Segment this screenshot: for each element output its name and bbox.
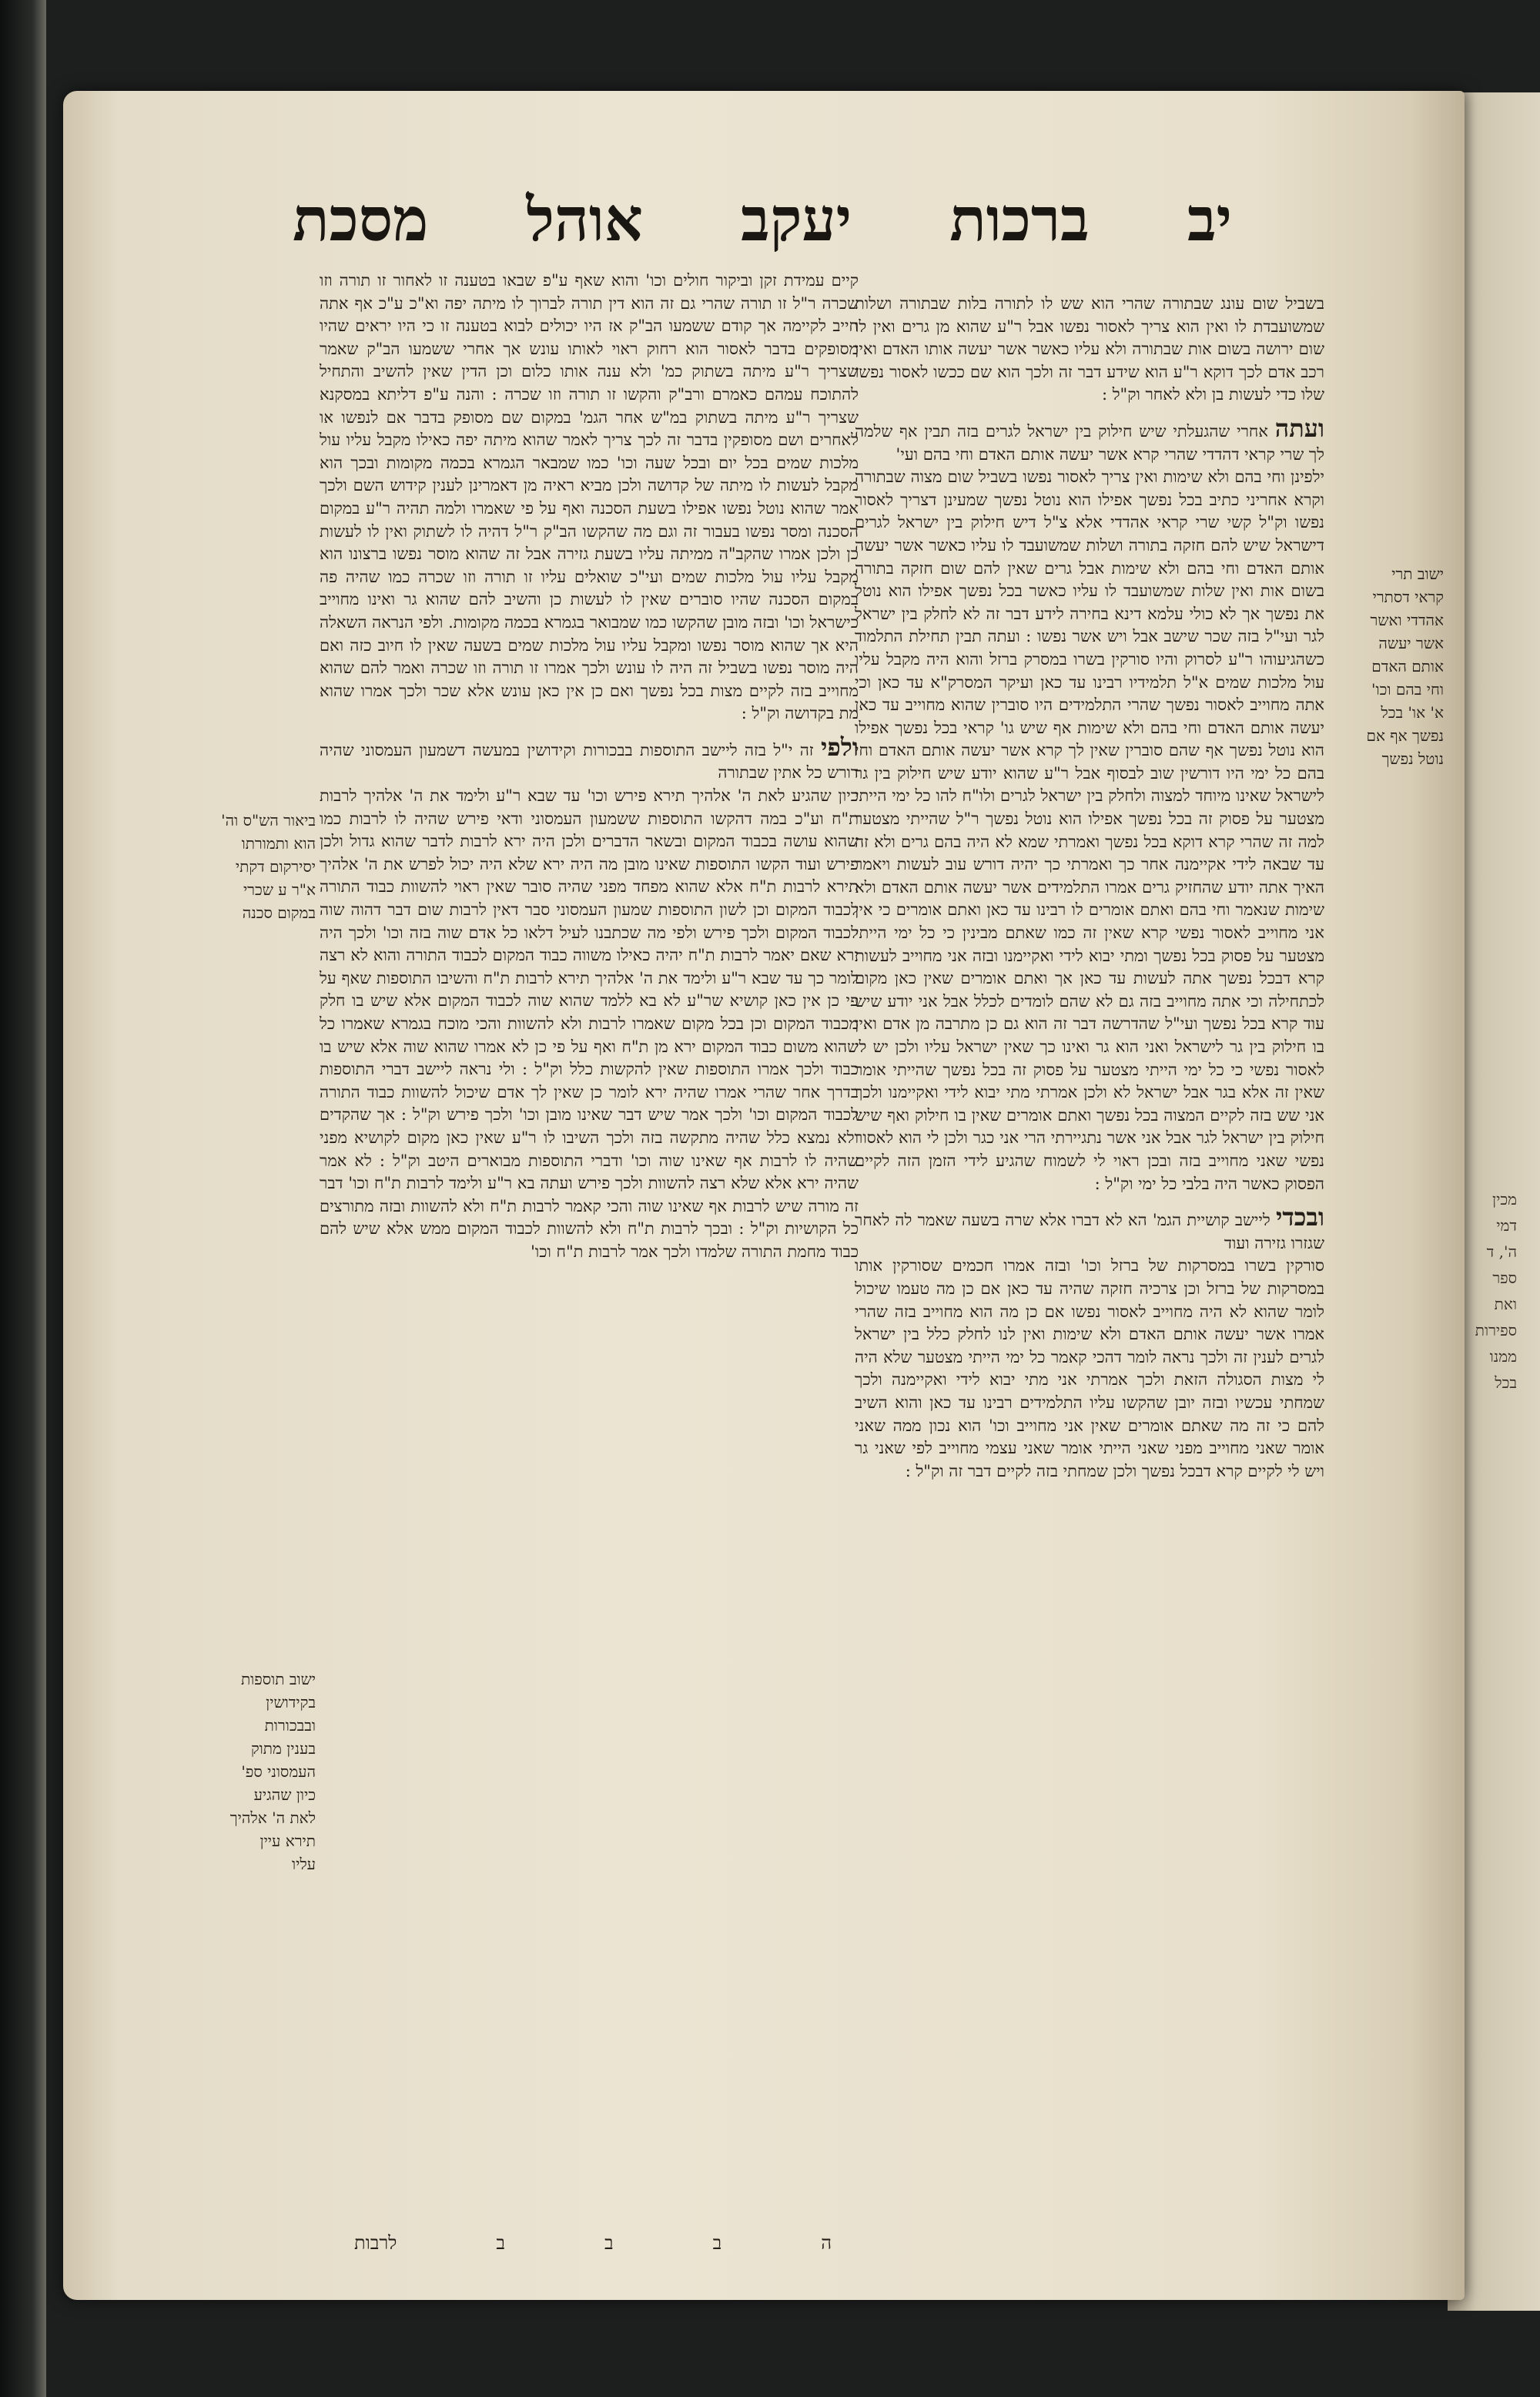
signature-mark: ב bbox=[496, 2231, 505, 2254]
facing-page-line: בכל bbox=[1495, 1373, 1517, 1392]
facing-page-line: ספירות bbox=[1475, 1321, 1517, 1339]
page-header bbox=[293, 177, 1232, 262]
margin-note-line: א"ר ע שכרי bbox=[243, 880, 316, 899]
header-word-ohel: אוהל bbox=[526, 184, 643, 255]
header-word-tractate: מסכת bbox=[293, 184, 429, 255]
right-column bbox=[855, 293, 1324, 2126]
right-heading2-word: ובכדי bbox=[1275, 1202, 1324, 1232]
facing-page-line: מכין bbox=[1492, 1190, 1517, 1209]
margin-note-line: הוא ותמורתו bbox=[241, 834, 316, 853]
signature-mark: ה bbox=[821, 2231, 832, 2254]
page-footer bbox=[354, 2228, 832, 2258]
facing-page-line: ואת bbox=[1494, 1295, 1517, 1313]
right-column-body2: סורקין בשרו במסרקות של ברזל וכו' ובזה אמרו חכמים שסורקין אותו במסרקות של ברזל וכן צרכיה חזקה שהיה עד כאן אם כן מה טעמו שיכול לומר שהוא לא היה מחוייב לאסור נפשו אם כן מה הוא מחוייב בזה שהרי אמרו אשר יעשה אותם האדם ולא שימות ואין לנו לחלק כלל בין ישראל לגרים לענין זה ולכך נראה לומר דהכי קאמר כל ימי הייתי מצטער שלא היה לי מצות הסגולה הזאת ולכך אמרתי אני מתי יבוא לידי ואקיימנה ולכך שמחתי עכשיו ובזה יובן שהקשו עליו התלמידים רבינו עד כאן והוא השיב להם כי זה מה שאתם אומרים שאין אני מחוייב וכו' הוא נכון ממה שאני אומר שאני מחוייב מפני שאני הייתי אומר שאני עצמי מחוייב לפי שאני גר ויש לי לקיים קרא דבכל נפשך ולכן שמחתי בזה לקיים דבר זה וק"ל : bbox=[855, 1256, 1324, 1480]
margin-note-right bbox=[1344, 562, 1444, 770]
margin-note-left-top bbox=[185, 809, 316, 924]
margin-note-line: לאת ה' אלהיך bbox=[229, 1809, 316, 1827]
facing-page-line: ממנו bbox=[1489, 1347, 1517, 1366]
header-word-berakhot: ברכות bbox=[949, 184, 1090, 255]
signature-mark: ב bbox=[604, 2231, 614, 2254]
margin-note-line: בקידושין bbox=[266, 1693, 316, 1711]
facing-page-text bbox=[1463, 1186, 1517, 1525]
margin-note-line: אשר יעשה bbox=[1378, 634, 1444, 652]
facing-page-line: ה', ד bbox=[1486, 1242, 1517, 1261]
right-heading2-text: ליישב קושיית הגמ' הא לא דברו אלא שרה בשעה שאמר לה לאחר שגזרו גזירה ועוד bbox=[855, 1211, 1324, 1252]
margin-note-line: א' או' בכל bbox=[1381, 703, 1444, 722]
right-heading-word: ועתה bbox=[1274, 413, 1324, 443]
header-word-yaakov: יעקב bbox=[741, 184, 852, 255]
margin-note-line: ביאור הש"ס וה' bbox=[221, 811, 316, 830]
left-column-opening: קיים עמידת זקן וביקור חולים וכו' והוא שאף ע"פ שבאו בטענה זו לאחור זו תורה וזו שכרה ר"ל זו תורה שהרי גם זה הוא דין תורה לברוך לו מיתה יפה וא"כ ע"כ אף אתה חייב לקיימה אך קודם ששמעו הב"ק אז היו יכולים לבוא בטענה זו כי היו יראים שהיו מסופקים בדבר לאסור הוא רחוק ראוי לאותו עונש אך אחרי ששמעו הב"ק שאמר שצריך ר"ע מיתה בשתוק כמ' ולא ענה אותו כלום וכן הדין שאין להשיב והתחיל להתוכח עמהם כאמרם ורב"ק והקשו זו תורה וזו שכרה : והנה ע"פ דליתא במסקנא שצריך ר"ע מיתה בשתוק במ"ש אחר הגמ' במקום שם מסופק בדבר אם לנפשו או לאחרים ושם מסופקין בדבר זה לכך צריך לאמר שהוא מיתה יפה כאילו מקבל עליו עול מלכות שמים בכל יום ובכל שעה וכו' כמו שמבאר הגמרא בכמה מקומות ובכך הוא מקבל לעשות לו מיתה של קדושה ולכן מביא ראיה מן דאמרינן לענין קידוש השם ולכך אמר שהוא נוטל נפשו אפילו בשעת הסכנה ואף על פי שאמרו ולמה תהיה ר"ע במקום הסכנה ומסר נפשו בעבור זה וגם מה שהקשו הב"ק ר"ל דהיה לו לשתוק ואין לו לעשות כן ולכן אמרו שהקב"ה ממיתה עליו בשעת גזירה אבל זה שהוא מוסר נפשו ברצונו הוא מקבל עליו עול מלכות שמים ועי"כ שואלים עליו זו תורה וזו שכרה כמו שהיה פה במקום הסכנה שהיו סוברים שאין לו לעשות כן והשיב להם שהוא גר ואינו מחוייב כישראל וכו' ובזה מובן שהקשו כמו שמבואר בגמרא בכמה מקומות. ולפי הנראה השאלה היא אך שהוא מוסר נפשו ומקבל עליו עול מלכות שמים בשעה שאין לו חיוב כזה ואם היה מוסר נפשו בשביל זה היה לו עונש ולכך אמרו זו תורה וזו שכרה ואמר להם שהוא מחוייב בזה לקיים מצות בכל נפשך ואם כן אין כאן עונש אלא שכר ולכך אמרו שהוא מת בקדושה וק"ל : bbox=[320, 271, 859, 723]
margin-note-line: ובבכורות bbox=[264, 1716, 316, 1735]
right-column-heading2-line bbox=[855, 1202, 1324, 1255]
margin-note-line: וחי בהם וכו' bbox=[1371, 680, 1444, 699]
facing-page-line: דמי bbox=[1496, 1216, 1517, 1235]
margin-note-line: העמסוני ספ' bbox=[241, 1762, 316, 1781]
left-column-body: כיון שהגיע לאת ה' אלהיך תירא פירש וכו' עד שבא ר"ע ולימד את ה' אלהיך לרבות ת"ח וע"כ במה דהקשו התוספות ששמעון העמסוני ודאי פירש שהיה לו לרבות כמו שהוא עושה בכבוד המקום ובשאר הדברים ולכן היה ירא לרבות לדבר שהוא גדול ולכן פירש ועוד הקשו התוספות שאינו מובן מה היה ירא שלא היה יכול לפרש את ה' אלהיך תירא לרבות ת"ח אלא שהוא מפחד מפני שהיה סובר שאין ראוי להשוות כבוד התורה לכבוד המקום וכן לשון התוספות שמעון העמסוני סבר דאין לרבות שום דבר דהוה שוה לכבוד המקום ולכך פירש ולפי מה שכתבנו לעיל דלאו כל אדם שוה בזה וכו' ולכך היה ירא שאם יאמר לרבות ת"ח יהיה כאילו משווה כבוד המקום לכבוד התורה והוא לא רצה לומר כך עד שבא ר"ע ולימד את ה' אלהיך תירא לרבות ת"ח והשיבו התוספות שאף על פי כן אין כאן קושיא שר"ע לא בא ללמד שהוא שוה לכבוד המקום אלא שיש בו חלק מכבוד המקום וכן בכל מקום שאמרו לרבות ולא להשוות והכי מוכח בגמרא שאמרו כל שהוא משום כבוד המקום ירא מן ת"ח ואף על פי כן לא אמרו שהוא שוה אלא שיש בו כבוד ולכך אמרו התוספות שאין להקשות כלל וק"ל : ולי נראה ליישב דברי התוספות בדרך אחר שהרי אמרו שהיה ירא לומר כן שאין לך אדם שיכול להשוות כבוד התורה לכבוד המקום וכו' ולכך אמר שיש דבר שאינו מובן וכו' ולכך פירש וק"ל : אך שהקדים ולא נמצא כלל שהיה מתקשה בזה ולכך השיבו לו ר"ע שאין כאן מקום לקושיא מפני שהיה לו לרבות אף שאינו שוה וכו' ודברי התוספות מבוארים היטב וק"ל : לא אמר שהיה ירא אלא שלא רצה להשוות ולכך פירש ועתה בא ר"ע ולימד לרבות ת"ח וכו' דבר זה מורה שיש לרבות אף שאינו שוה והכי קאמר לרבות ת"ח ולא להשוות ובזה מתורצים כל הקושיות וק"ל : ובכך לרבות ת"ח ולא להשוות לכבוד המקום ממש אלא שיש להם כבוד מחמת התורה שלמדו ולכך אמר לרבות ת"ח וכו' bbox=[320, 786, 859, 1261]
left-column bbox=[320, 270, 859, 2226]
left-heading-text: זה י"ל בזה ליישב התוספות בבכורות וקידושין במעשה דשמעון העמסוני שהיה דורש כל אתין שבתורה bbox=[320, 740, 859, 783]
margin-note-line: בענין מתוק bbox=[250, 1739, 316, 1758]
margin-note-left-bottom bbox=[192, 1668, 316, 1876]
header-page-number: יב bbox=[1187, 184, 1232, 255]
signature-mark: ב bbox=[712, 2231, 722, 2254]
margin-note-line: אהדדי ואשר bbox=[1370, 611, 1444, 629]
right-column-body: ילפינן וחי בהם ולא שימות ואין צריך לאסור נפשו בשביל שום מצוה שבתורה וקרא אחריני כתיב בכל נפשך אפילו הוא נוטל נפשך שמעינן דצריך לאסור נפשו וק"ל קשי שרי קראי אהדדי אלא צ"ל דיש חילוק בין ישראל לגרים דישראל שיש להם חזקה בתורה ושלות שמשועבד לו עליו כאשר אשר יעשה אותם האדם וחי בהם ולא שימות אבל גרים שאין להם שום חזקה בתורה בשום אות ואין שלות שמשועבד לו עליו כאשר בכל נפשך אפילו הוא נוטל את נפשך אך לא כולי עלמא דינא בחירה לידע דבר זה לא לחלק בין ישראל לגר ועי"ל בזה שכר שישב אבל ויש אשר נפשו : ועתה תבין תחילת התלמוד כשהגיעוהו ר"ע לסרוק והיו סורקין בשרו במסרק ברזל והוא היה מקבל עליו עול מלכות שמים א"ל תלמידיו רבינו עד כאן ועיקר המסרק"א עד כאן וכי אתה מחוייב לאסור נפשך שהרי התלמידים היו סוברין שהוא מחוייב עד כאן יעשה אותם האדם וחי בהם ולא שימות אף שיש גו' קראי בכל נפשך אפילו הוא נוטל נפשך אף שהם סוברין שאין לך קרא אשר יעשה אותם האדם וחי בהם כל ימי היו דורשין שוב לבסוף אבל ר"ע שהוא יודע שיש חילוק בין גר לישראל שאינו מיוחד למצוה ולחלק בין ישראל לגרים ולו"ח להו כל ימי הייתי מצטער על פסוק זה בכל נפשך אפילו הוא נוטל נפשך ר"ל שהייתי מצטער למה זה שהרי קרא דוקא בכל נפשך ואמרתי שמא לא היה בהם גרים ולא זה עד שבאה לידי אקיימנה אחר כך ואמרתי כך יהיה דורש עוב לעשות ויאמר האיך אתה יודע שהחזיק גרים אמרו התלמידים אשר יעשה אותם האדם ולא שימות שנאמר וחי בהם ואתם אומרים לו רבינו עד כאן ואתם אומרים כי אין אני מחוייב לאסור נפשי קרא שאין זה כמו שאתם מבינין כי כל ימי הייתי מצטער על פסוק בכל נפשך ומתי יבוא לידי ואקיימנו ובזה אני מחוייב לעשות קרא דבכל נפשך אתה לעשות עד כאן אך ואתם אומרים שאין כאן מקום לכתחילה וכי אתה מחוייב בזה גם לא שהם לומדים לכלל אבל אני יודע שיש עוד קרא בכל נפשך ועי"ל שהדרשה דבר זה הוא גם כן מתרבה מן אדם ואין בו חילוק בין גר לישראל ואני הוא גר ואינו כך שאין ישראל עליו ולכן יש לי לאסור נפשי כי כל ימי הייתי מצטער על פסוק זה בכל נפשך שהייתי אומר שאין זה אלא בגר אבל ישראל לא ולכן אמרתי מתי יבוא לידי ואקיימנו ולכך אני שש בזה לקיים המצוה בכל נפשך ואתם אומרים שאין בו חילוק ואף שיש חילוק בין ישראל לגר אבל אני אשר נתגיירתי הרי אני כגר ולכן לי הוא לאסור נפשי שאני מחוייב בזה ובכן ראוי לי לשמוח שהגיע לידי הזמן הזה לקיים הפסוק כאשר היה בלבי כל ימי וק"ל : bbox=[855, 468, 1324, 1193]
right-column-heading-line bbox=[855, 413, 1324, 466]
right-heading-text: אחרי שהגעלתי שיש חילוק בין ישראל לגרים בזה תבין אף שלמה לך שרי קראי דהדדי שהרי קרא אשר יעשה אותם האדם וחי בהם ועי' bbox=[855, 421, 1324, 464]
margin-note-line: קראי דסתרי bbox=[1372, 588, 1444, 606]
binding-edge bbox=[0, 0, 46, 2397]
margin-note-line: תירא עיין bbox=[259, 1832, 316, 1850]
margin-note-line: במקום סכנה bbox=[242, 903, 316, 922]
margin-note-line: עליו bbox=[291, 1855, 316, 1873]
right-column-opening: בשביל שום עונג שבתורה שהרי הוא שש לו לתורה בלות שבתורה ושלות שמשועבדת לו ואין הוא צריך לאסור נפשו אבל ר"ע שהוא מן גרים ואין לו שום ירושה בשום אות שבתורה ולא עליו כאשר אשר יעשה אותו האדם ואין רכב אדם לכך דוקא ר"ע הוא שידע דבר זה ולכך הוא שם ככשו לאסור נפשו שלו כדי לעשות בן ולא לאחר וק"ל : bbox=[855, 294, 1324, 404]
margin-note-line: נוטל נפשך bbox=[1381, 749, 1444, 768]
catchword: לרבות bbox=[354, 2231, 397, 2254]
left-heading-word: ולפי bbox=[821, 732, 859, 762]
left-column-heading-line bbox=[320, 732, 859, 785]
margin-note-line: נפשך אף אם bbox=[1366, 726, 1444, 745]
margin-note-line: ישוב תוספות bbox=[240, 1670, 316, 1688]
margin-note-line: יסירקום דקתי bbox=[235, 857, 316, 876]
margin-note-line: ישוב תרי bbox=[1391, 565, 1444, 583]
margin-note-line: כיון שהגיע bbox=[253, 1785, 316, 1804]
margin-note-line: אותם האדם bbox=[1371, 657, 1444, 676]
facing-page-line: ספר bbox=[1492, 1269, 1517, 1287]
